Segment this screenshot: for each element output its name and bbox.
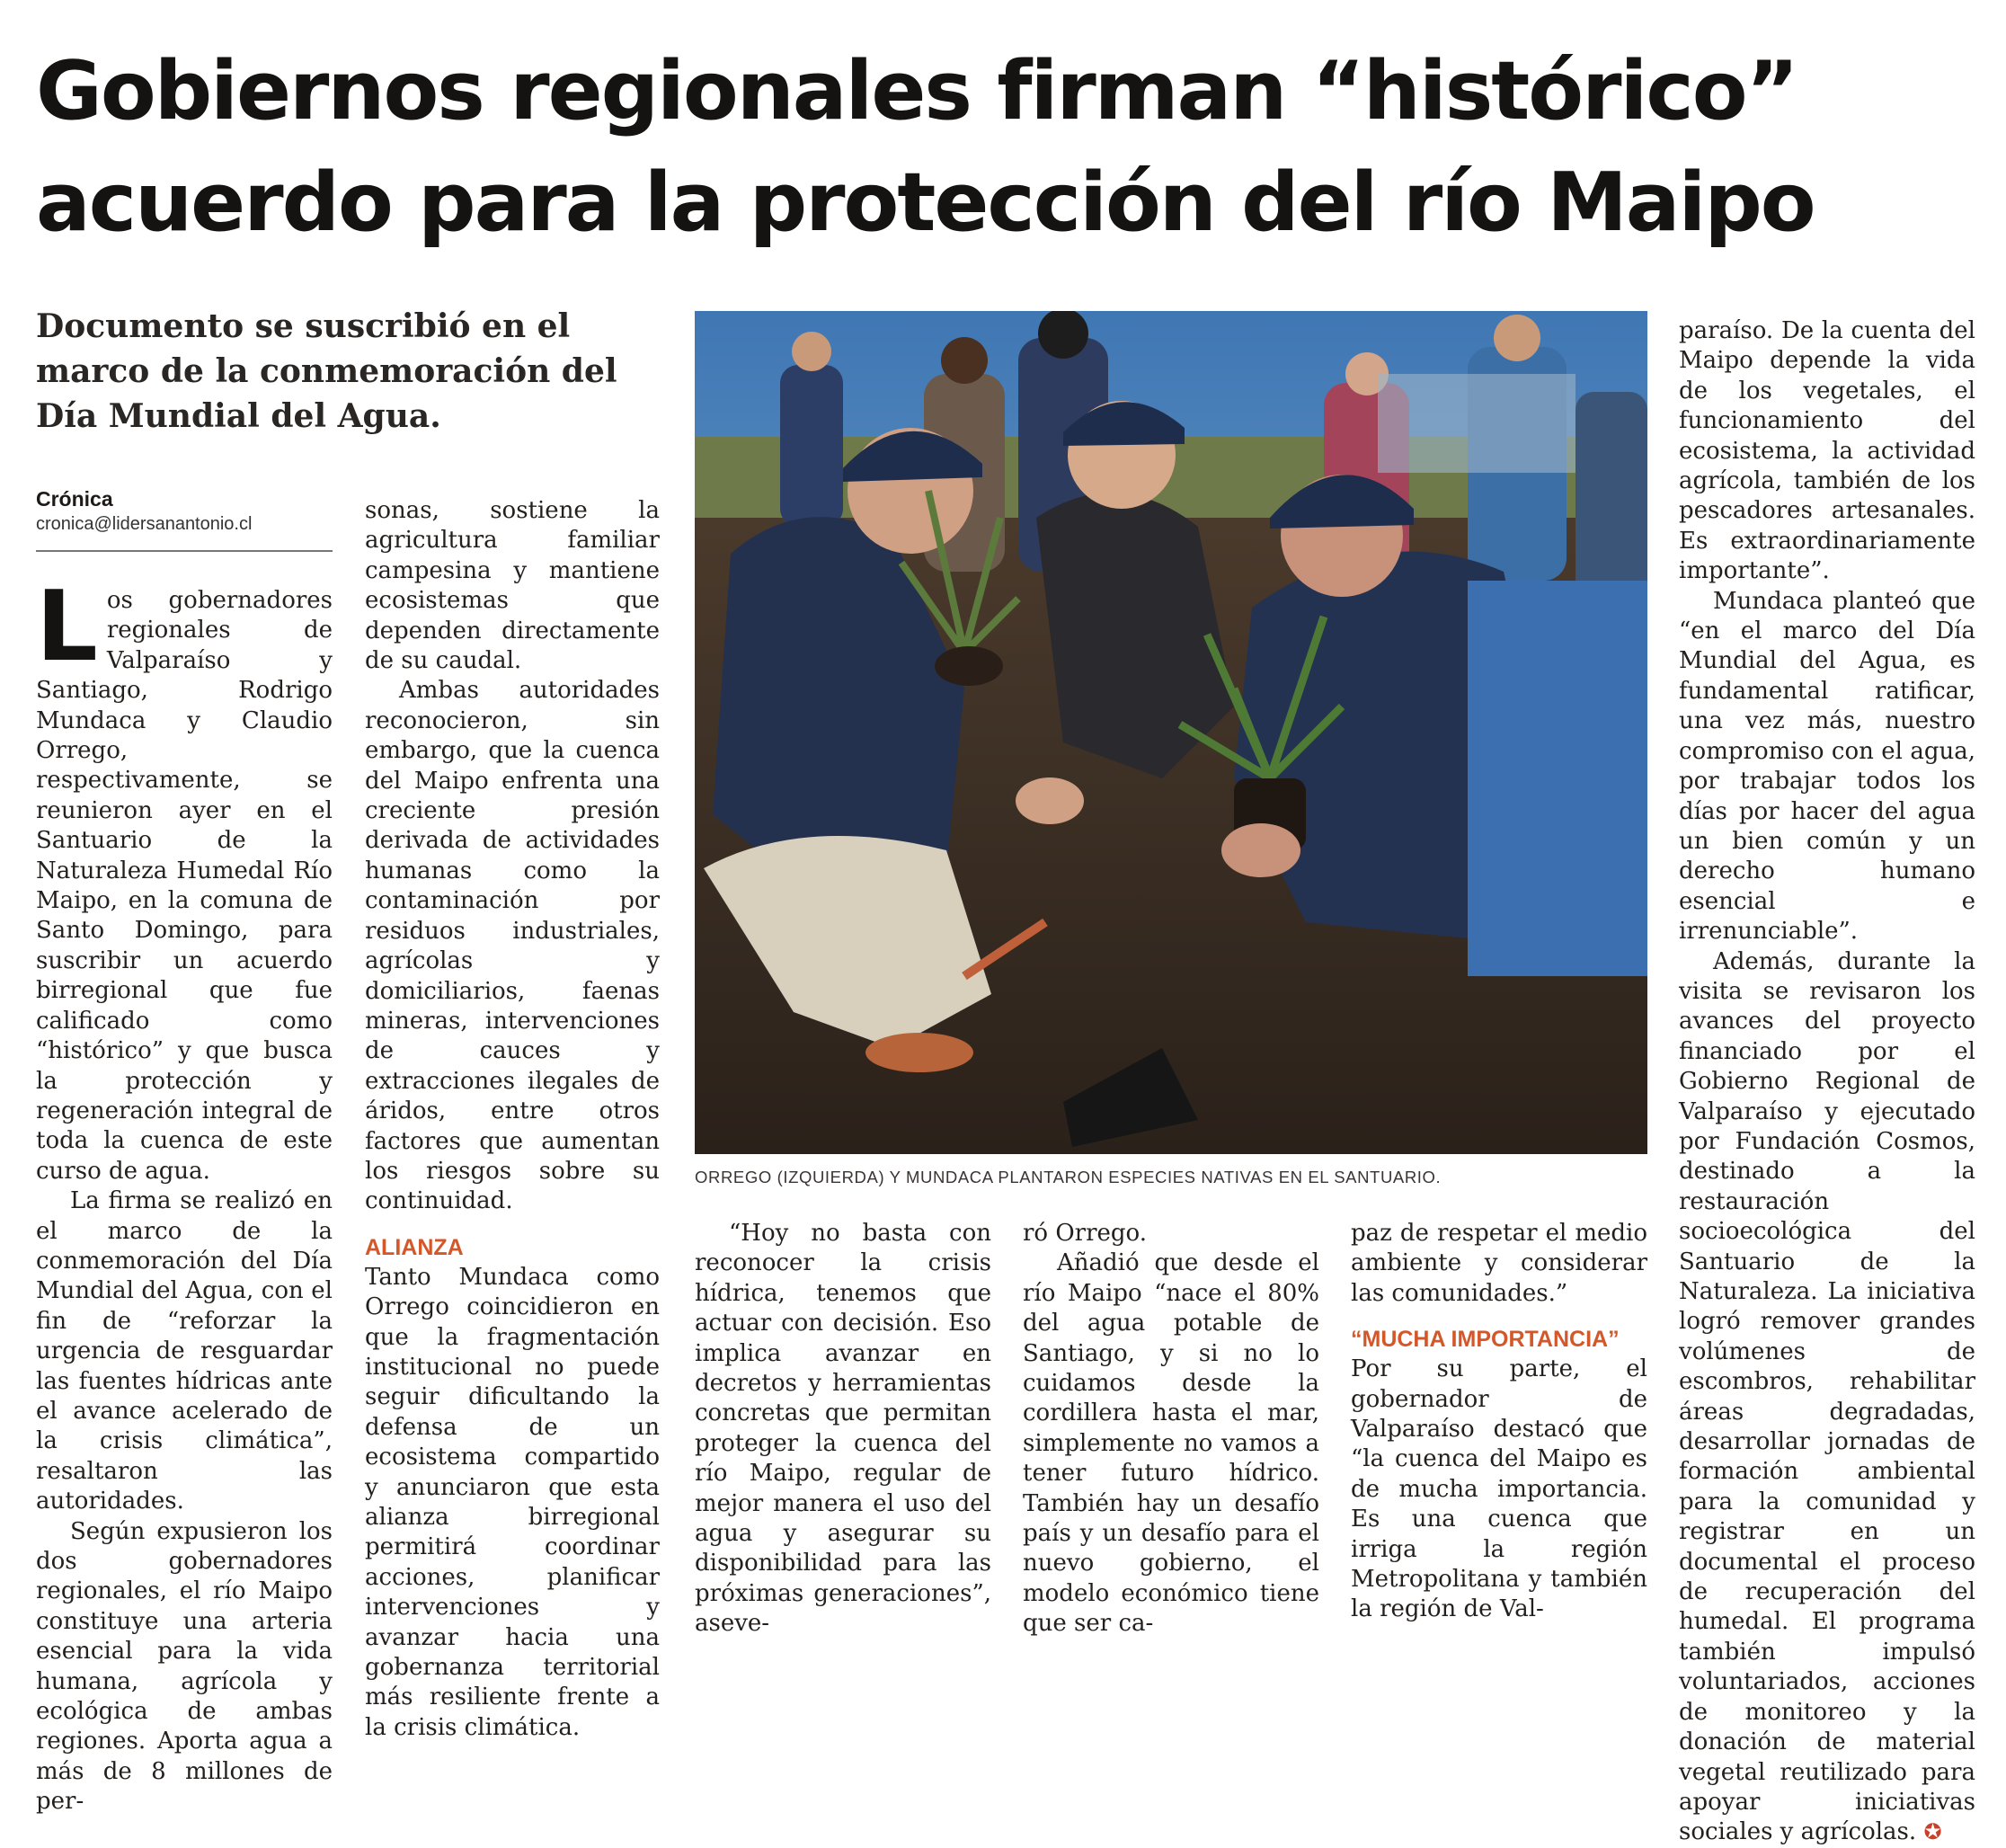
headline bbox=[36, 36, 1977, 259]
photo-image bbox=[695, 311, 1647, 1154]
article-paragraph: paz de respetar el medio ambiente y considerar las comunidades.” bbox=[1351, 1220, 1647, 1307]
subhead-alianza: ALIANZA bbox=[365, 1234, 464, 1260]
byline-author: Crónica bbox=[36, 487, 113, 511]
deck-subtitle: Documento se suscribió en el marco de la conmemoración del Día Mundial del Agua. bbox=[36, 307, 617, 435]
article-column-5 bbox=[1351, 1219, 1647, 1625]
article-column-3 bbox=[695, 1219, 991, 1639]
article-column-2 bbox=[365, 496, 660, 1743]
article-paragraph: paraíso. De la cuenta del Maipo depende la vida de los vegetales, el funcionamiento del ecosistema, la actividad agrícola, también de los pescadores artesanales. Es extraordinariamente importante”. bbox=[1679, 317, 1975, 585]
headline-line-2: acuerdo para la protección del río Maipo bbox=[36, 155, 1815, 250]
article-paragraph: Según expusieron los dos gobernadores regionales, el río Maipo constituye una arteria esencial para la vida humana, agrícola y ecológica de ambas regiones. Aporta agua a más de 8 millones de per- bbox=[36, 1517, 333, 1816]
byline bbox=[36, 485, 333, 536]
paragraph-text: Además, durante la visita se revisaron los avances del proyecto financiado por el Gobierno Regional de Valparaíso y ejecutado por Fundación Cosmos, destinado a la restauración socioecológica del Santuario de la Naturaleza. La iniciativa logró remover grandes volúmenes de escombros, rehabilitar áreas degradadas, desarrollar jornadas de formación ambiental para la comunidad y registrar en un documental el proceso de recuperación del humedal. El programa también impulsó voluntariados, acciones de monitoreo y la donación de material vegetal reutilizado para apoyar iniciativas sociales y agrícolas. bbox=[1679, 947, 1975, 1846]
article-photo bbox=[695, 311, 1647, 1154]
article-paragraph: Por su parte, el gobernador de Valparaíso destacó que “la cuenca del Maipo es de mucha importancia. Es una cuenca que irriga la región Metropolitana y también la región de Val- bbox=[1351, 1355, 1647, 1623]
headline-line-1: Gobiernos regionales firman “histórico” bbox=[36, 44, 1797, 138]
article-paragraph: Mundaca planteó que “en el marco del Día Mundial del Agua, es fundamental ratificar, una vez más, nuestro compromiso con el agua, por trabajar todos los días por hacer del agua un bien común y un derecho humano esencial e irrenunciable”. bbox=[1679, 587, 1975, 946]
article-paragraph: Añadió que desde el río Maipo “nace el 80% del agua potable de Santiago, y si no lo cuidamos desde la cordillera hasta el mar, simplemente no vamos a tener futuro hídrico. También hay un desafío país y un desafío para el nuevo gobierno, el modelo económico tiene que ser ca- bbox=[1023, 1249, 1319, 1638]
byline-divider bbox=[36, 550, 333, 552]
subhead-mucha-importancia: “MUCHA IMPORTANCIA” bbox=[1351, 1327, 1620, 1353]
article-paragraph: Ambas autoridades reconocieron, sin embargo, que la cuenca del Maipo enfrenta una creciente presión derivada de actividades humanas como la contaminación por residuos industriales, agrícolas y domiciliarios, faenas mineras, intervenciones de cauces y extracciones ilegales de áridos, entre otros factores que aumentan los riesgos sobre su continuidad. bbox=[365, 677, 660, 1215]
article-column-6 bbox=[1679, 316, 1975, 1848]
paragraph-text: os gobernadores regionales de Valparaíso y Santiago, Rodrigo Mundaca y Claudio Orrego, respectivamente, se reunieron ayer en el Santuario de la Naturaleza Humedal Río Maipo, en la comuna de Santo Domingo, para suscribir un acuerdo birregional que fue calificado como “histórico” y que busca la protección y regeneración integral de toda la cuenca de este curso de agua. bbox=[36, 587, 333, 1185]
end-of-article-icon: ✪ bbox=[1923, 1819, 1942, 1845]
photo-caption: ORREGO (IZQUIERDA) Y MUNDACA PLANTARON ESPECIES NATIVAS EN EL SANTUARIO. bbox=[695, 1168, 1442, 1186]
article-paragraph: “Hoy no basta con reconocer la crisis hídrica, tenemos que actuar con decisión. Eso implica avanzar en decretos y herramientas concretas que permitan proteger la cuenca del río Maipo, regular de mejor manera el uso del agua y asegurar su disponibilidad para las próximas generaciones”, aseve- bbox=[695, 1220, 991, 1638]
drop-cap: L bbox=[36, 571, 98, 683]
article-paragraph: Tanto Mundaca como Orrego coincidieron en que la fragmentación institucional no puede seguir dificultando la defensa de un ecosistema compartido y anunciaron que esta alianza birregional permitirá coordinar acciones, planificar intervenciones y avanzar hacia una gobernanza territorial más resiliente frente a la crisis climática. bbox=[365, 1263, 660, 1741]
article-paragraph bbox=[36, 571, 333, 1186]
article-column-1 bbox=[36, 571, 333, 1817]
article-paragraph: La firma se realizó en el marco de la conmemoración del Día Mundial del Agua, con el fin de “reforzar la urgencia de resguardar las fuentes hídricas ante el avance acelerado de la crisis climática”, resaltaron las autoridades. bbox=[36, 1187, 333, 1515]
article-paragraph: ró Orrego. bbox=[1023, 1220, 1148, 1247]
article-paragraph bbox=[1679, 947, 1975, 1848]
article-column-4 bbox=[1023, 1219, 1319, 1639]
byline-email: cronica@lidersanantonio.cl bbox=[36, 514, 253, 534]
article-paragraph: sonas, sostiene la agricultura familiar campesina y mantiene ecosistemas que dependen directamente de su caudal. bbox=[365, 497, 660, 675]
